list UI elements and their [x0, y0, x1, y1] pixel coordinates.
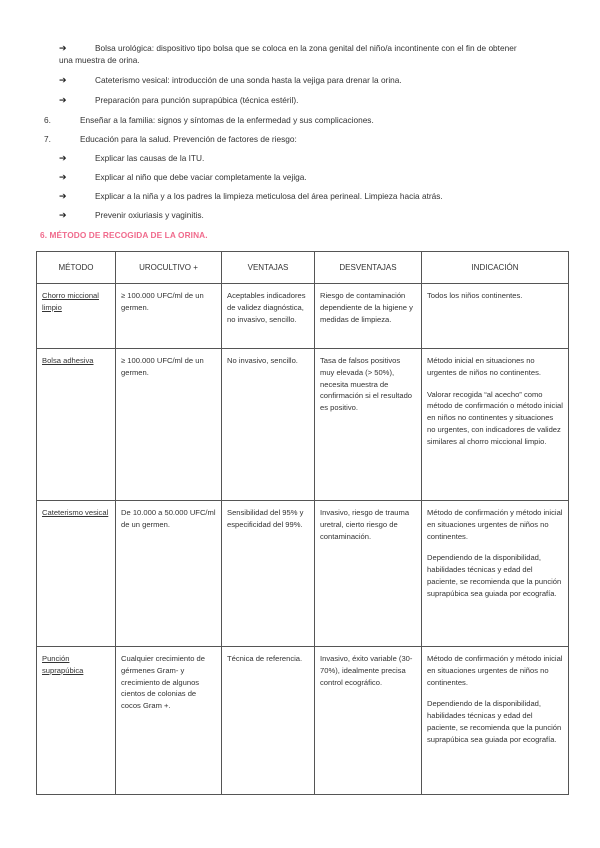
table-row — [37, 284, 569, 349]
indicacion-paragraph: Dependiendo de la disponibilidad, habilidades técnicas y edad del paciente, se recomienda que la punción suprapúbica sea guiada por ecografía. — [427, 699, 562, 744]
cell-metodo — [37, 501, 116, 647]
method-name: Cateterismo vesical — [42, 508, 109, 517]
cell-indicacion — [422, 501, 569, 647]
column-header-metodo: MÉTODO — [37, 252, 116, 284]
cell-urocultivo: De 10.000 a 50.000 UFC/ml de un germen. — [116, 501, 222, 647]
cell-indicacion — [422, 349, 569, 501]
numbered-item-text: Enseñar a la familia: signos y síntomas de la enfermedad y sus complicaciones. — [80, 115, 374, 125]
indicacion-paragraph: Valorar recogida “al acecho” como método de confirmación o método inicial en niños no continentes y situaciones no urgentes, con indicadores de validez similares al chorro miccional limpio. — [427, 389, 563, 446]
cell-ventajas: Técnica de referencia. — [222, 647, 315, 795]
table-header-row — [37, 252, 569, 284]
column-header-urocultivo: UROCULTIVO + — [116, 252, 222, 284]
indicacion-paragraph: Todos los niños continentes. — [427, 291, 523, 300]
indicacion-paragraph: Método inicial en situaciones no urgentes de niños no continentes. — [427, 356, 541, 377]
cell-desventajas: Tasa de falsos positivos muy elevada (> 50%), necesita muestra de confirmación si el resultado es positivo. — [315, 349, 422, 501]
cell-metodo — [37, 647, 116, 795]
cell-ventajas: No invasivo, sencillo. — [222, 349, 315, 501]
cell-urocultivo: ≥ 100.000 UFC/ml de un germen. — [116, 284, 222, 349]
arrow-bullet-icon: ➔ — [59, 95, 67, 105]
arrow-bullet-icon: ➔ — [59, 153, 67, 163]
bullet-text: Explicar a la niña y a los padres la limpieza meticulosa del área perineal. Limpieza hacia atrás. — [95, 191, 443, 201]
bullet-text: Explicar al niño que debe vaciar completamente la vejiga. — [95, 172, 307, 182]
indicacion-paragraph: Método de confirmación y método inicial en situaciones urgentes de niños no continentes. — [427, 654, 563, 687]
section-title: 6. MÉTODO DE RECOGIDA DE LA ORINA. — [40, 230, 208, 240]
cell-metodo — [37, 284, 116, 349]
arrow-bullet-icon: ➔ — [59, 172, 67, 182]
cell-ventajas: Sensibilidad del 95% y especificidad del 99%. — [222, 501, 315, 647]
arrow-bullet-icon: ➔ — [59, 43, 67, 53]
arrow-bullet-icon: ➔ — [59, 75, 67, 85]
table-row — [37, 647, 569, 795]
arrow-bullet-icon: ➔ — [59, 191, 67, 201]
cell-indicacion — [422, 284, 569, 349]
indicacion-paragraph: Dependiendo de la disponibilidad, habilidades técnicas y edad del paciente, se recomienda que la punción suprapúbica sea guiada por ecografía. — [427, 553, 562, 598]
arrow-bullet-icon: ➔ — [59, 210, 67, 220]
cell-urocultivo: Cualquier crecimiento de gérmenes Gram- y crecimiento de algunos cientos de colonias de cocos Gram +. — [116, 647, 222, 795]
urine-collection-table — [36, 251, 569, 795]
column-header-indicacion: INDICACIÓN — [422, 252, 569, 284]
method-name: Bolsa adhesiva — [42, 356, 94, 365]
method-name: Punción suprapúbica — [42, 654, 84, 675]
bullet-text-continuation: una muestra de orina. — [59, 55, 140, 65]
cell-desventajas: Invasivo, éxito variable (30-70%), idealmente precisa control ecográfico. — [315, 647, 422, 795]
bullet-text: Bolsa urológica: dispositivo tipo bolsa que se coloca en la zona genital del niño/a incontinente con el fin de obtener — [95, 43, 517, 53]
cell-desventajas: Invasivo, riesgo de trauma uretral, cierto riesgo de contaminación. — [315, 501, 422, 647]
list-number: 7. — [44, 134, 51, 144]
bullet-text: Explicar las causas de la ITU. — [95, 153, 205, 163]
table-row — [37, 501, 569, 647]
numbered-item-text: Educación para la salud. Prevención de factores de riesgo: — [80, 134, 297, 144]
column-header-desventajas: DESVENTAJAS — [315, 252, 422, 284]
cell-ventajas: Aceptables indicadores de validez diagnóstica, no invasivo, sencillo. — [222, 284, 315, 349]
bullet-text: Prevenir oxiuriasis y vaginitis. — [95, 210, 204, 220]
method-name: Chorro miccional limpio — [42, 291, 99, 312]
cell-urocultivo: ≥ 100.000 UFC/ml de un germen. — [116, 349, 222, 501]
bullet-text: Cateterismo vesical: introducción de una sonda hasta la vejiga para drenar la orina. — [95, 75, 402, 85]
cell-indicacion — [422, 647, 569, 795]
table-row — [37, 349, 569, 501]
cell-metodo — [37, 349, 116, 501]
column-header-ventajas: VENTAJAS — [222, 252, 315, 284]
cell-desventajas: Riesgo de contaminación dependiente de la higiene y medidas de limpieza. — [315, 284, 422, 349]
indicacion-paragraph: Método de confirmación y método inicial en situaciones urgentes de niños no continentes. — [427, 508, 563, 541]
bullet-text: Preparación para punción suprapúbica (técnica estéril). — [95, 95, 299, 105]
list-number: 6. — [44, 115, 51, 125]
